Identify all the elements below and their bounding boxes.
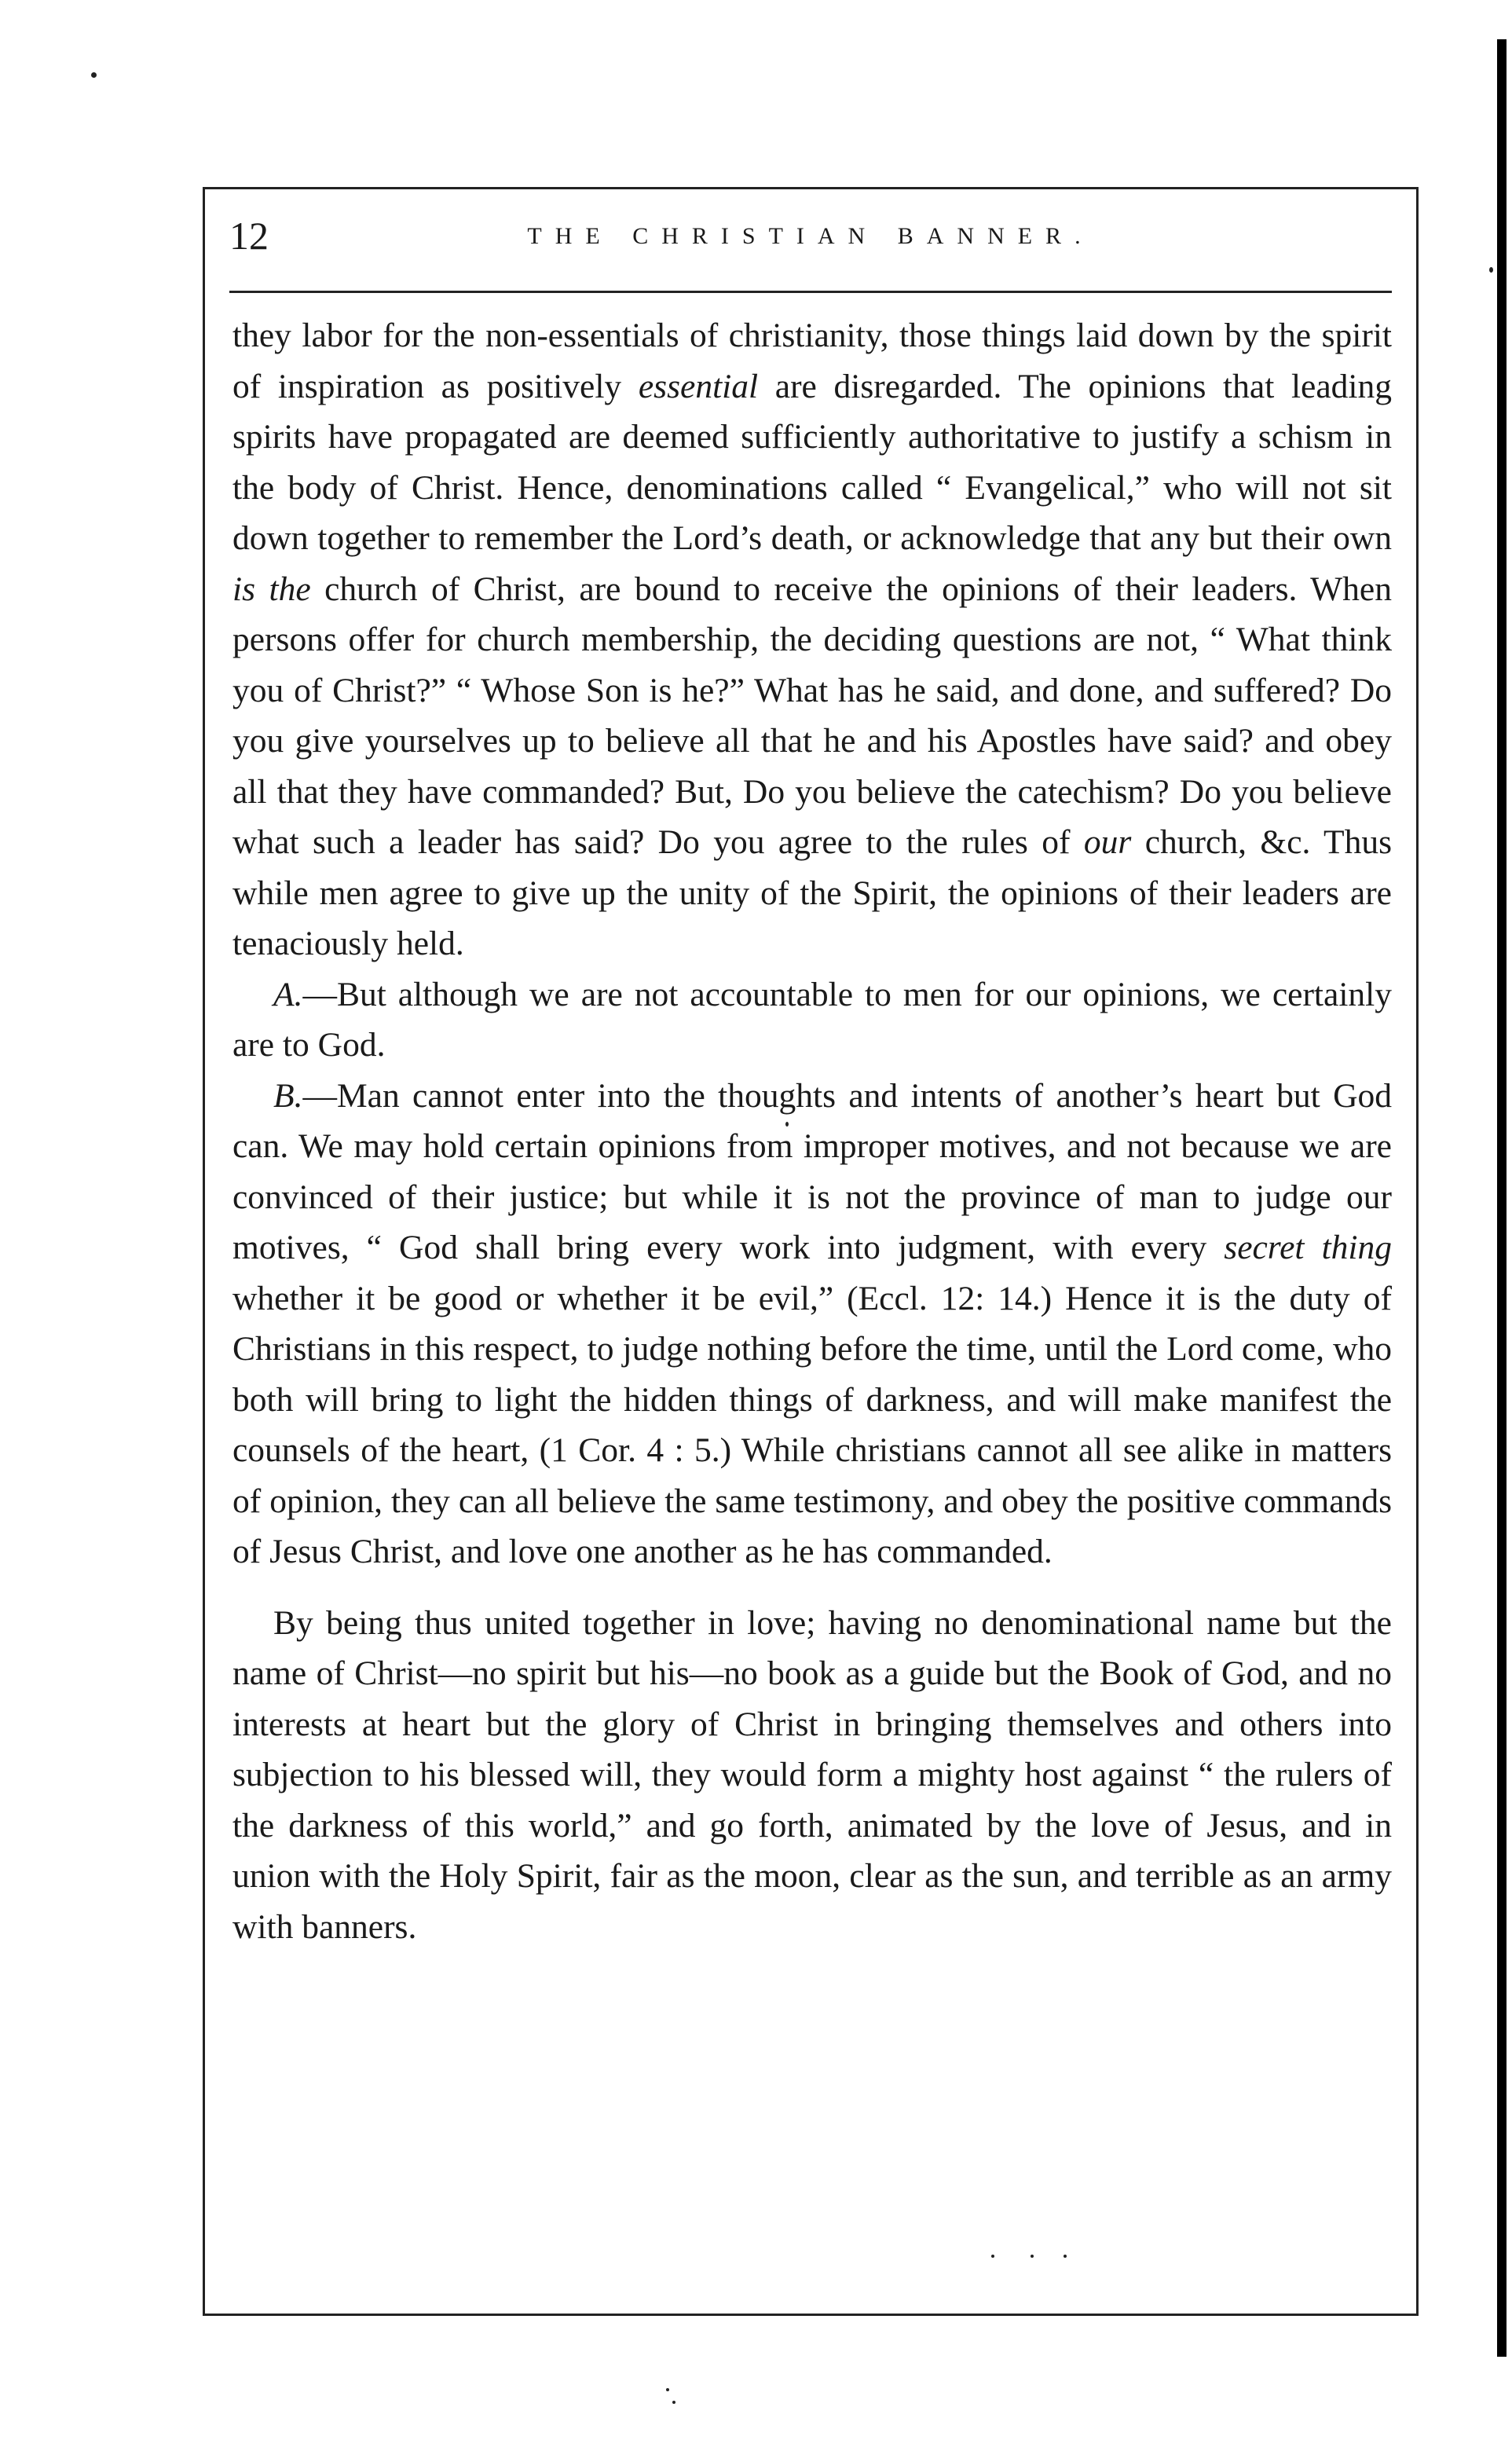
text-run: whether it be good or whether it be evil,” (Eccl. 12: 14.) Hence it is the duty of Christians in this respect, to judge nothing before the time, until the Lord come, who both will bring to light the hidden things of darkness, and will make manifest the counsels of the heart, (1 Cor. 4 : 5.) While christians cannot all see alike in matters of opinion, they can all believe the same testimony, and obey the positive commands of Jesus Christ, and love one another as he has commanded. (232, 1279, 1392, 1570)
speaker-label: B. (273, 1076, 303, 1115)
paragraph-3 (232, 1071, 1392, 1577)
scan-edge-bar (1497, 39, 1507, 2357)
text-run: are disregarded. The opinions that leading spirits have propagated are deemed sufficiently authoritative to justify a schism in the body of Christ. Hence, denominations called “ Evangelical,” who will not sit down together to remember the Lord’s death, or acknowledge that any but their own (232, 367, 1392, 557)
running-title: THE CHRISTIAN BANNER. (527, 223, 1094, 249)
emphasis: essential (638, 367, 759, 405)
scan-speck (666, 2388, 669, 2391)
paragraph-1 (232, 310, 1392, 969)
text-run: church, &c. Thus while men agree to give up the unity of the Spirit, the opinions of their leaders are tenaciously held. (232, 823, 1392, 962)
scan-speck (1489, 267, 1493, 273)
header-rule (229, 291, 1392, 293)
text-run: By being thus united together in love; having no denominational name but the name of Christ—no spirit but his—no book as a guide but the Book of God, and no interests at heart but the glory of Christ in bringing themselves and others into subjection to his blessed will, they would form a mighty host against “ the rulers of the darkness of this world,” and go forth, animated by the love of Jesus, and in union with the Holy Spirit, fair as the moon, clear as the sun, and terrible as an army with banners. (232, 1603, 1392, 1946)
emphasis: our (1083, 823, 1132, 861)
paragraph-2 (232, 969, 1392, 1071)
text-body (232, 310, 1392, 1952)
paragraph-4 (232, 1598, 1392, 1953)
text-run: —But although we are not accountable to men for our opinions, we certainly are to God. (232, 975, 1392, 1064)
text-run: they labor for the non-essentials of christianity, those things laid down by the spirit of inspiration as positively (232, 317, 1392, 405)
text-run: —Man cannot enter into the thoughts and intents of another’s heart but God can. We may hold certain opinions from improper motives, and not because we are convinced of their justice; but while it is not the province of man to judge our motives, “ God shall bring every work into judgment, with every (232, 1076, 1392, 1266)
scan-speck (91, 72, 97, 78)
page-number: 12 (229, 214, 269, 258)
emphasis: is the (232, 570, 311, 608)
emphasis: secret thing (1224, 1229, 1392, 1266)
scan-speck (672, 2401, 675, 2404)
page-header (229, 212, 1392, 267)
speaker-label: A. (273, 975, 303, 1013)
text-run: church of Christ, are bound to receive the opinions of their leaders. When persons offer for church membership, the deciding questions are not, “ What think you of Christ?” “ Whose Son is he?” What has he said, and done, and suffered? Do you give yourselves up to believe all that he and his Apostles have said? and obey all that they have commanded? But, Do you believe the catechism? Do you believe what such a leader has said? Do you agree to the rules of (232, 570, 1392, 861)
